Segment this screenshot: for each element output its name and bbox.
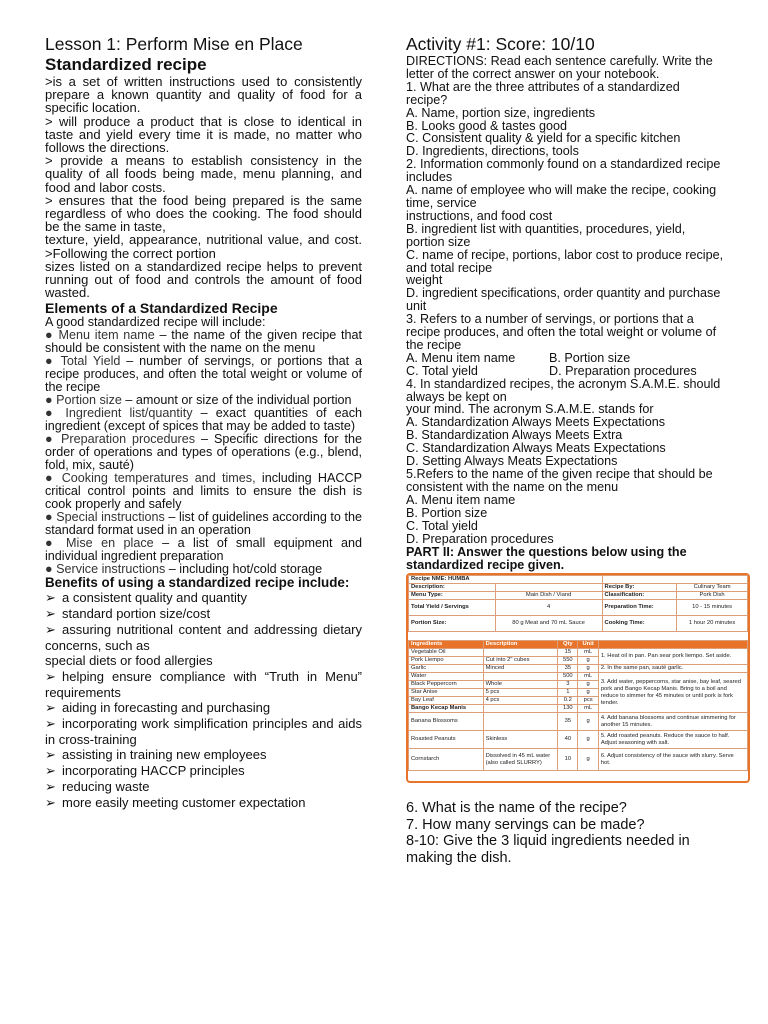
procedure-step: 3. Add water, peppercorns, star anise, bay leaf, seared pork and Bango Kecap Manis. Bring to a boil and reduce to simmer for 45 minutes or until pork is fork tender. xyxy=(598,673,747,713)
arrow-icon: ➢ xyxy=(45,716,56,732)
portion-value: 80 g Meat and 70 mL Sauce xyxy=(495,616,602,632)
classification-value: Pork Dish xyxy=(677,592,748,600)
quiz-line: D. Setting Always Meats Expectations xyxy=(406,454,618,469)
prep-time-value: 10 - 15 minutes xyxy=(677,600,748,616)
description-label: Description: xyxy=(409,584,496,592)
arrow-icon: ➢ xyxy=(45,700,56,716)
table-row: Bay Leaf 4 pcs 0.2 pcs xyxy=(409,697,748,705)
answer-option: D. Preparation procedures xyxy=(549,363,697,378)
menu-type-value: Main Dish / Viand xyxy=(495,592,602,600)
elements-heading: Elements of a Standardized Recipe xyxy=(45,300,278,317)
arrow-icon: ➢ xyxy=(45,747,56,763)
arrow-icon: ➢ xyxy=(45,590,56,606)
recipe-by-value: Culinary Team xyxy=(677,584,748,592)
arrow-icon: ➢ xyxy=(45,606,56,622)
arrow-icon: ➢ xyxy=(45,668,56,684)
benefits-list xyxy=(45,590,362,810)
list-item: ➢ more easily meeting customer expectation xyxy=(45,794,306,810)
quiz-line: B. Standardization Always Meets Extra xyxy=(406,428,623,443)
question-7: 7. How many servings can be made? xyxy=(406,816,645,833)
quiz-line: B. Portion size xyxy=(406,505,488,520)
right-column xyxy=(406,34,724,572)
list-item: ● Portion size – amount or size of the individual portion xyxy=(45,393,352,408)
table-row: Pork Liempo Cut into 2" cubes 550 g xyxy=(409,657,748,665)
list-item: ➢ incorporating work simplification principles and aids in cross-training xyxy=(45,716,362,747)
classification-label: Classification: xyxy=(602,592,677,600)
quiz-line: C. name of recipe, portions, labor cost to produce recipe, and total recipe xyxy=(406,247,724,275)
procedure-step: 5. Add roasted peanuts. Reduce the sauce to half. Adjust seasoning with salt. xyxy=(598,731,747,749)
quiz-line: D. ingredient specifications, order quantity and purchase unit xyxy=(406,286,721,314)
section-title: Standardized recipe xyxy=(45,55,207,74)
list-item: ● Cooking temperatures and times, including HACCP critical control points and limits to ensure the dish is cook properly and safely xyxy=(45,471,363,512)
table-row: Banana Blossoms 35 g 4. Add banana blossoms and continue simmering for another 15 minutes. xyxy=(409,713,748,731)
menu-type-label: Menu Type: xyxy=(409,592,496,600)
quiz-line: 5.Refers to the name of the given recipe that should be consistent with the name on the menu xyxy=(406,467,713,494)
lesson-title: Lesson 1: Perform Mise en Place xyxy=(45,34,303,54)
list-item: ➢ assisting in training new employees xyxy=(45,747,267,763)
recipe-card xyxy=(406,573,750,783)
table-row: Bango Kecap Manis 130 mL xyxy=(409,705,748,713)
arrow-icon: ➢ xyxy=(45,794,56,810)
intro-paragraph: > ensures that the food being prepared is the same regardless of who does the cooking. The food should be the same in taste, xyxy=(45,192,362,235)
question-6: 6. What is the name of the recipe? xyxy=(406,800,627,816)
left-column xyxy=(45,34,362,810)
part2-heading: PART II: Answer the questions below using the standardized recipe given. xyxy=(406,545,687,573)
list-item: ➢ standard portion size/cost xyxy=(45,606,211,622)
question-8-10: 8-10: Give the 3 liquid ingredients needed in making the dish. xyxy=(406,833,690,866)
quiz-part1 xyxy=(406,55,724,545)
arrow-icon: ➢ xyxy=(45,763,56,779)
activity-title: Activity #1: Score: 10/10 xyxy=(406,34,595,54)
quiz-line: B. Looks good & tastes good xyxy=(406,118,568,133)
table-row: Water 500 mL 3. Add water, peppercorns, star anise, bay leaf, seared pork and Bango Kecap Manis. Bring to a boil and reduce to simmer for 45 minutes or until pork is fork tender. xyxy=(409,673,748,681)
recipe-name: Recipe NME: HUMBA xyxy=(409,576,603,584)
ingredients-table xyxy=(408,640,748,771)
quiz-line: 4. In standardized recipes, the acronym S.A.M.E. should always be kept on xyxy=(406,376,721,404)
arrow-icon: ➢ xyxy=(45,621,56,637)
procedure-step: 6. Adjust consistency of the sauce with slurry. Serve hot. xyxy=(598,749,747,771)
elements-list xyxy=(45,329,362,576)
quiz-line: instructions, and food cost xyxy=(406,208,553,223)
quiz-line: 1. What are the three attributes of a standardized recipe? xyxy=(406,79,680,107)
list-item: ● Preparation procedures – Specific directions for the order of operations and types of operations (e.g., blend, fold, mix, sauté) xyxy=(45,432,362,473)
quiz-line: B. ingredient list with quantities, procedures, yield, portion size xyxy=(406,221,686,249)
list-item: ➢ aiding in forecasting and purchasing xyxy=(45,700,271,716)
table-row: Roasted Peanuts Skinless 40 g 5. Add roasted peanuts. Reduce the sauce to half. Adjust seasoning with salt. xyxy=(409,731,748,749)
answer-option: C. Total yield xyxy=(406,363,478,378)
quiz-line: A. Menu item name xyxy=(406,492,516,507)
procedure-step: 1. Heat oil in pan. Pan sear pork liempo. Set aside. xyxy=(598,649,747,665)
answer-option: A. Menu item name xyxy=(406,350,516,365)
arrow-icon: ➢ xyxy=(45,778,56,794)
recipe-by-label: Recipe By: xyxy=(602,584,677,592)
quiz-line: C. Standardization Always Meats Expectations xyxy=(406,441,666,456)
intro-paragraph: > provide a means to establish consistency in the quality of all foods being made, menu planning, and food and labor costs. xyxy=(45,153,362,195)
list-item: ● Special instructions – list of guidelines according to the standard format used in an operation xyxy=(45,510,362,538)
benefits-heading: Benefits of using a standardized recipe include: xyxy=(45,575,350,591)
list-item: ● Menu item name – the name of the given recipe that should be consistent with the name on the menu xyxy=(45,328,362,356)
answer-option: B. Portion size xyxy=(549,350,631,365)
ingredients-header-row: Ingredients Description Qty Unit xyxy=(409,641,748,649)
cook-time-label: Cooking Time: xyxy=(602,616,677,632)
table-row: Vegetable Oil 15 mL 1. Heat oil in pan. Pan sear pork liempo. Set aside. xyxy=(409,649,748,657)
yield-label: Total Yield / Servings xyxy=(409,600,496,616)
table-row: Black Peppercorn Whole 3 g xyxy=(409,681,748,689)
intro-paragraph: texture, yield, appearance, nutritional value, and cost. >Following the correct portion xyxy=(45,232,362,261)
list-item: ➢ helping ensure compliance with “Truth in Menu” requirements xyxy=(45,668,362,700)
intro-paragraph: sizes listed on a standardized recipe helps to prevent running out of food and controls the amount of food wasted. xyxy=(45,258,362,301)
answer-options-row xyxy=(406,352,724,365)
table-row: Garlic Minced 35 g 2. In the same pan, sauté garlic. xyxy=(409,665,748,673)
table-row: Cornstarch Dissolved in 45 mL water (also called SLURRY) 10 g 6. Adjust consistency of the sauce with slurry. Serve hot. xyxy=(409,749,748,771)
intro-paragraph: >is a set of written instructions used to consistently prepare a known quantity and quality of food for a specific location. xyxy=(45,74,362,116)
list-item: ➢ a consistent quality and quantity xyxy=(45,590,248,606)
prep-time-label: Preparation Time: xyxy=(602,600,677,616)
recipe-header-table xyxy=(408,575,748,632)
intro-paragraph: > will produce a product that is close to identical in taste and yield every time it is made, no matter who follows the directions. xyxy=(45,113,362,156)
cook-time-value: 1 hour 20 minutes xyxy=(677,616,748,632)
quiz-line: your mind. The acronym S.A.M.E. stands for xyxy=(406,402,654,417)
quiz-line: DIRECTIONS: Read each sentence carefully. Write the letter of the correct answer on your notebook. xyxy=(406,54,713,81)
yield-value: 4 xyxy=(495,600,602,616)
part2-questions xyxy=(406,800,726,866)
quiz-line: D. Preparation procedures xyxy=(406,531,554,546)
quiz-line: 3. Refers to a number of servings, or portions that a recipe produces, and often the total weight or volume of the recipe xyxy=(406,312,717,352)
answer-options-row xyxy=(406,365,724,378)
quiz-line: C. Consistent quality & yield for a specific kitchen xyxy=(406,131,681,146)
procedure-step: 4. Add banana blossoms and continue simmering for another 15 minutes. xyxy=(598,713,747,731)
intro-text xyxy=(45,75,362,299)
quiz-line: C. Total yield xyxy=(406,518,478,533)
quiz-line: D. Ingredients, directions, tools xyxy=(406,144,579,159)
elements-intro: A good standardized recipe will include: xyxy=(45,315,266,330)
quiz-line: 2. Information commonly found on a standardized recipe includes xyxy=(406,157,721,185)
list-item: ● Total Yield – number of servings, or portions that a recipe produces, and often the total weight or volume of the recipe xyxy=(45,354,362,395)
portion-label: Portion Size: xyxy=(409,616,496,632)
quiz-line: A. Standardization Always Meets Expectations xyxy=(406,415,666,430)
procedure-step: 2. In the same pan, sauté garlic. xyxy=(598,665,747,673)
list-item: ● Service instructions – including hot/cold storage xyxy=(45,562,323,577)
list-item: ● Mise en place – a list of small equipment and individual ingredient preparation xyxy=(45,536,362,564)
quiz-line: weight xyxy=(406,273,443,288)
table-row: Star Anise 5 pcs 1 g xyxy=(409,689,748,697)
list-item: ➢ reducing waste xyxy=(45,778,150,794)
quiz-line: A. name of employee who will make the recipe, cooking time, service xyxy=(406,183,717,210)
list-item-continuation: special diets or food allergies xyxy=(45,653,213,669)
list-item: ➢ incorporating HACCP principles xyxy=(45,763,245,779)
list-item: ➢ assuring nutritional content and addressing dietary concerns, such as xyxy=(45,621,362,653)
list-item: ● Ingredient list/quantity – exact quantities of each ingredient (except of spices that may be added to taste) xyxy=(45,406,362,434)
quiz-line: A. Name, portion size, ingredients xyxy=(406,105,595,120)
